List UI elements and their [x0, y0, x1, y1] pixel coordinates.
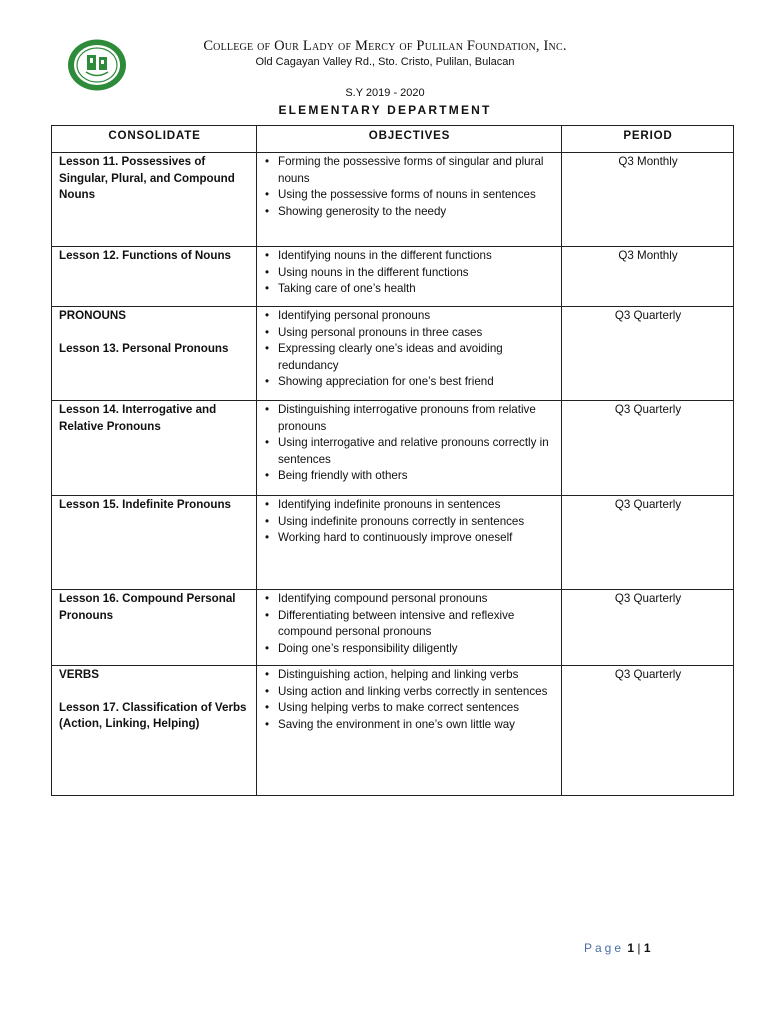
objectives-cell [257, 247, 562, 307]
period-cell: Q3 Quarterly [562, 307, 734, 401]
objective-item: • Doing one’s responsibility diligently [264, 641, 555, 658]
objectives-cell [257, 307, 562, 401]
objective-item: • Taking care of one’s health [264, 281, 555, 298]
column-header-consolidate: CONSOLIDATE [52, 126, 257, 153]
page-label: Page [584, 941, 625, 955]
period-cell: Q3 Quarterly [562, 401, 734, 496]
period-cell: Q3 Monthly [562, 153, 734, 247]
lesson-title: Lesson 12. Functions of Nouns [59, 249, 231, 262]
period-cell: Q3 Quarterly [562, 666, 734, 796]
objective-item: • Using indefinite pronouns correctly in sentences [264, 514, 555, 531]
school-year: S.Y 2019 - 2020 [345, 87, 425, 99]
objectives-cell [257, 666, 562, 796]
objective-item: • Using action and linking verbs correctly in sentences [264, 684, 555, 701]
objective-item: • Using the possessive forms of nouns in sentences [264, 187, 555, 204]
column-header-objectives: OBJECTIVES [257, 126, 562, 153]
lesson-title: Lesson 15. Indefinite Pronouns [59, 498, 231, 511]
objective-item: • Showing appreciation for one’s best friend [264, 374, 555, 391]
objective-item: • Using nouns in the different functions [264, 265, 555, 282]
page-current: 1 [627, 941, 635, 955]
table-row [52, 666, 734, 796]
objectives-list [264, 667, 555, 733]
objective-item: • Forming the possessive forms of singular and plural nouns [264, 154, 555, 187]
objectives-cell [257, 590, 562, 666]
objective-item: • Differentiating between intensive and reflexive compound personal pronouns [264, 608, 555, 641]
page-separator: | [637, 941, 641, 955]
objective-item: • Distinguishing action, helping and linking verbs [264, 667, 555, 684]
lesson-title: Lesson 14. Interrogative and Relative Pronouns [59, 403, 217, 433]
objective-item: • Showing generosity to the needy [264, 204, 555, 221]
objectives-list [264, 248, 555, 298]
lesson-cell [52, 590, 257, 666]
table-body [52, 153, 734, 796]
table-row [52, 401, 734, 496]
table-row [52, 496, 734, 590]
objective-item: • Identifying compound personal pronouns [264, 591, 555, 608]
school-logo [66, 38, 128, 92]
objective-item: • Distinguishing interrogative pronouns from relative pronouns [264, 402, 555, 435]
table-row [52, 590, 734, 666]
objectives-list [264, 308, 555, 391]
table-row [52, 153, 734, 247]
objective-item: • Identifying indefinite pronouns in sentences [264, 497, 555, 514]
period-cell: Q3 Quarterly [562, 496, 734, 590]
objectives-cell [257, 153, 562, 247]
lesson-cell [52, 307, 257, 401]
lesson-title: Lesson 17. Classification of Verbs (Action, Linking, Helping) [59, 700, 247, 730]
lesson-title: Lesson 13. Personal Pronouns [59, 341, 229, 355]
unit-heading: PRONOUNS [59, 309, 126, 322]
objective-item: • Identifying nouns in the different functions [264, 248, 555, 265]
objectives-list [264, 497, 555, 547]
lesson-cell [52, 247, 257, 307]
department-title: ELEMENTARY DEPARTMENT [278, 103, 492, 117]
lesson-cell [52, 153, 257, 247]
table-row [52, 247, 734, 307]
lesson-title: Lesson 16. Compound Personal Pronouns [59, 592, 236, 622]
objectives-list [264, 154, 555, 220]
objectives-cell [257, 401, 562, 496]
objective-item: • Identifying personal pronouns [264, 308, 555, 325]
school-address: Old Cagayan Valley Rd., Sto. Cristo, Pulilan, Bulacan [255, 56, 515, 68]
objective-item: • Being friendly with others [264, 468, 555, 485]
objective-item: • Expressing clearly one’s ideas and avoiding redundancy [264, 341, 555, 374]
unit-heading: VERBS [59, 668, 99, 681]
objective-item: • Using helping verbs to make correct sentences [264, 700, 555, 717]
lesson-cell [52, 496, 257, 590]
lesson-cell [52, 666, 257, 796]
school-name: College of Our Lady of Mercy of Pulilan Foundation, Inc. [203, 38, 567, 54]
objectives-list [264, 591, 555, 657]
objectives-list [264, 402, 555, 485]
page-footer [584, 941, 651, 955]
period-cell: Q3 Monthly [562, 247, 734, 307]
period-cell: Q3 Quarterly [562, 590, 734, 666]
lesson-title: Lesson 11. Possessives of Singular, Plural, and Compound Nouns [59, 155, 235, 201]
lesson-cell [52, 401, 257, 496]
objective-item: • Working hard to continuously improve oneself [264, 530, 555, 547]
table-row [52, 307, 734, 401]
column-header-period: PERIOD [562, 126, 734, 153]
objective-item: • Using personal pronouns in three cases [264, 325, 555, 342]
objectives-cell [257, 496, 562, 590]
table-header-row [52, 126, 734, 153]
objective-item: • Using interrogative and relative pronouns correctly in sentences [264, 435, 555, 468]
curriculum-table [51, 125, 734, 796]
objective-item: • Saving the environment in one’s own little way [264, 717, 555, 734]
page-total: 1 [643, 941, 651, 955]
